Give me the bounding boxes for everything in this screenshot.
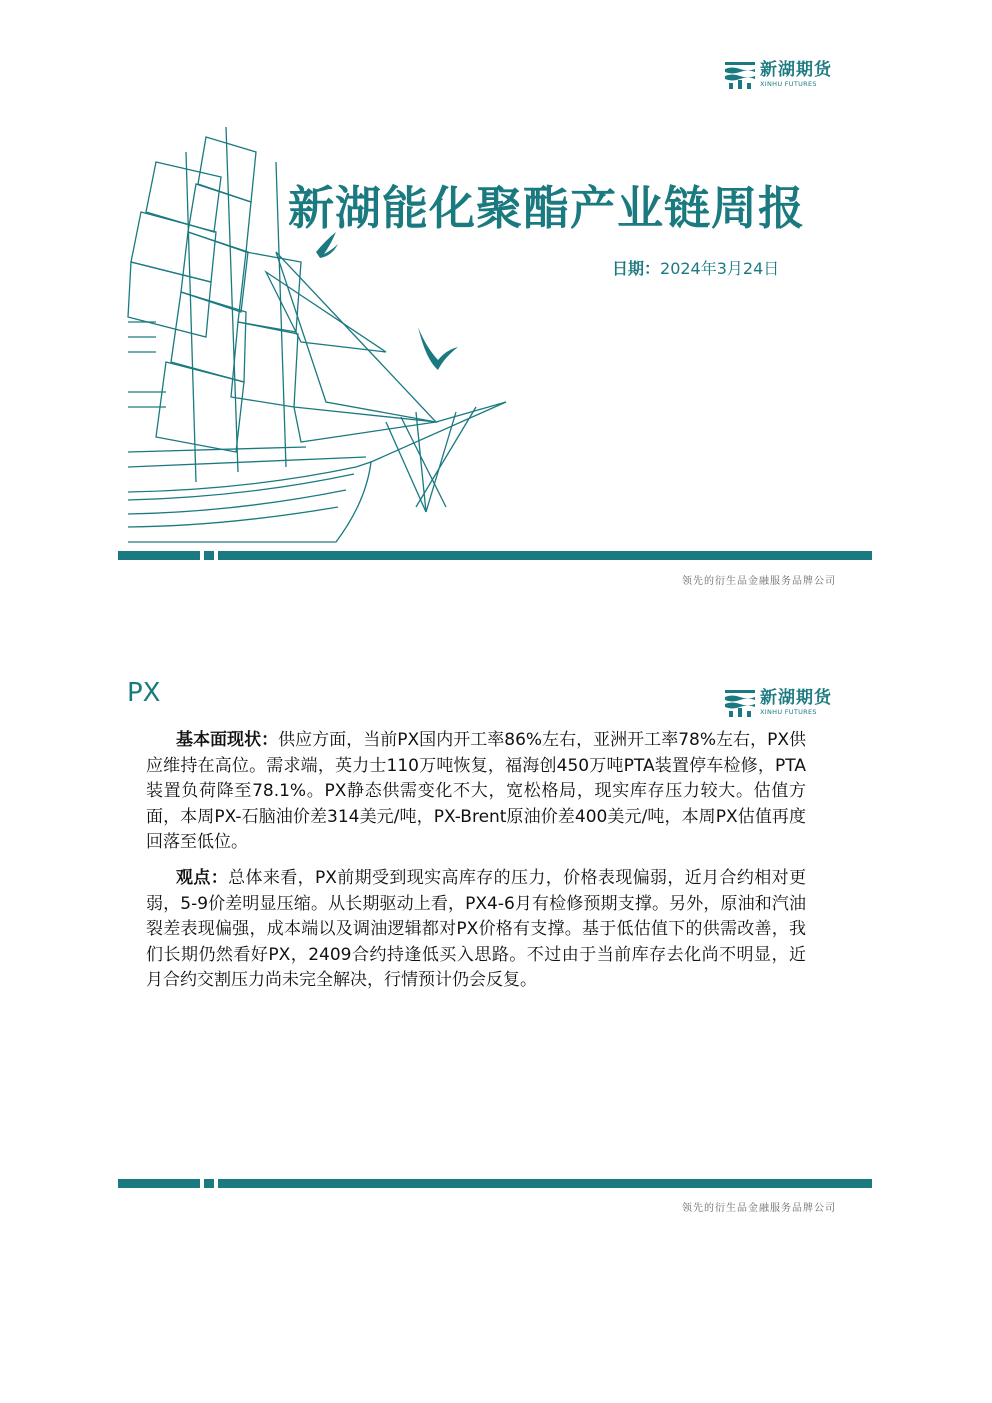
date-label: 日期： xyxy=(612,259,661,278)
report-title: 新湖能化聚酯产业链周报 xyxy=(288,181,805,235)
report-date xyxy=(612,256,779,279)
paragraph-text: 供应方面，当前PX国内开工率86%左右，亚洲开工率78%左右，PX供应维持在高位。需求端，英力士110万吨恢复，福海创450万吨PTA装置停车检修，PTA装置负荷降至78.1%。PX静态供需变化不大，宽松格局，现实库存压力较大。估值方面，本周PX-石脑油价差314美元/吨，PX-Brent原油价差400美元/吨，本周PX估值再度回落至低位。 xyxy=(146,730,807,852)
divider-bar xyxy=(118,1179,872,1188)
logo-text-en: XINHU FUTURES xyxy=(760,80,817,89)
logo-text-cn: 新湖期货 xyxy=(760,60,832,81)
company-logo xyxy=(724,688,832,718)
company-logo xyxy=(724,60,832,90)
waves-logo-icon xyxy=(724,60,756,90)
paragraph-view xyxy=(146,866,806,994)
logo-text-cn: 新湖期货 xyxy=(760,688,832,709)
paragraph-text: 总体来看，PX前期受到现实高库存的压力，价格表现偏弱，近月合约相对更弱，5-9价差明显压缩。从长期驱动上看，PX4-6月有检修预期支撑。另外，原油和汽油裂差表现偏强，成本端以及调油逻辑都对PX价格有支撑。基于低估值下的供需改善，我们长期仍然看好PX，2409合约持逢低买入思路。不过由于当前库存去化尚不明显，近月合约交割压力尚未完全解决，行情预计仍会反复。 xyxy=(146,868,806,990)
tagline: 领先的衍生品金融服务品牌公司 xyxy=(682,576,836,587)
paragraph-fundamentals xyxy=(146,728,806,856)
date-value: 2024年3月24日 xyxy=(660,259,780,278)
divider-bar xyxy=(118,551,872,560)
section-title: PX xyxy=(127,678,161,708)
paragraph-lead: 观点： xyxy=(176,868,229,888)
tagline: 领先的衍生品金融服务品牌公司 xyxy=(682,1203,836,1214)
paragraph-lead: 基本面现状： xyxy=(176,730,279,750)
logo-text-en: XINHU FUTURES xyxy=(760,708,817,717)
waves-logo-icon xyxy=(724,688,756,718)
